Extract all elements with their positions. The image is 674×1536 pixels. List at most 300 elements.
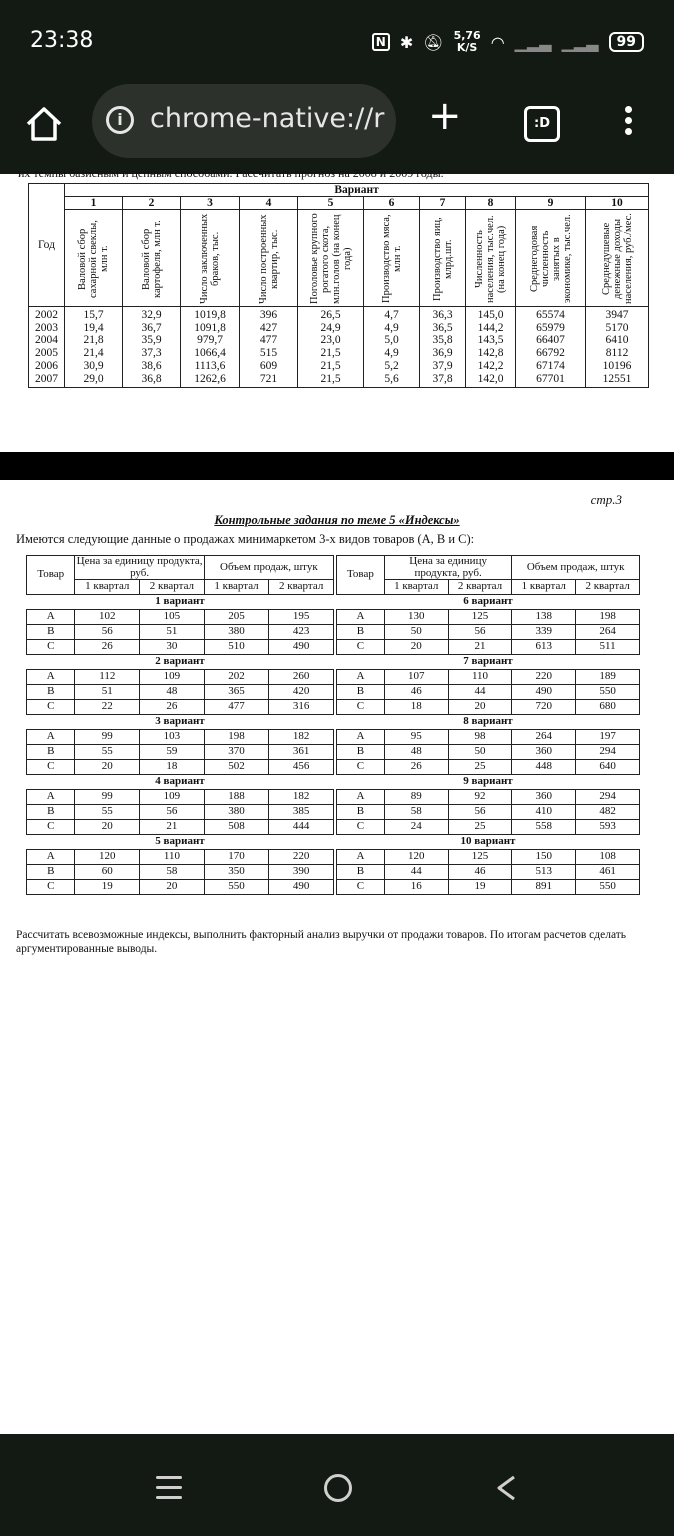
cell-value: 36,8: [141, 372, 162, 385]
table-cell: 490: [269, 640, 334, 655]
table-cell: B: [337, 745, 385, 760]
cell-value: 37,8: [432, 372, 453, 385]
column-header: Число построенных квартир, тыс.: [257, 214, 280, 304]
status-bar: [0, 0, 674, 84]
table-cell: 48: [140, 685, 205, 700]
cell-value: 8112: [605, 347, 629, 360]
column-header-cell: [298, 210, 364, 307]
data-column: [466, 307, 516, 388]
bluetooth-icon: ✱: [399, 32, 414, 52]
column-header: Среднегодовая численность занятых в экономике, тыс.чел.: [528, 214, 573, 304]
table-cell: 720: [512, 700, 576, 715]
table-cell: 20: [448, 700, 512, 715]
table-cell: 103: [140, 730, 205, 745]
table-cell: 370: [204, 745, 269, 760]
variant-number: 1: [65, 197, 123, 210]
cell-value: 32,9: [141, 309, 162, 321]
table-cell: 502: [204, 760, 269, 775]
overflow-menu-button[interactable]: [622, 102, 634, 139]
table-cell: 189: [576, 670, 640, 685]
info-icon[interactable]: i: [106, 106, 134, 134]
table-cell: 107: [384, 670, 448, 685]
table-cell: B: [337, 625, 385, 640]
table-cell: 56: [448, 805, 512, 820]
table-row: [337, 640, 640, 655]
column-header: Валовой сбор сахарной свеклы, млн т.: [77, 220, 110, 298]
cell-value: 396: [259, 309, 278, 321]
variant-label: 6 вариант: [337, 595, 640, 610]
table-cell: 477: [204, 700, 269, 715]
cell-value: 19,4: [83, 321, 104, 334]
column-header: Производство мяса, млн т.: [380, 214, 403, 304]
cell-value: 21,8: [83, 334, 104, 347]
volume-header: Объем продаж, штук: [204, 556, 333, 580]
page-gap: [0, 452, 674, 480]
new-tab-button[interactable]: +: [428, 93, 462, 139]
quarter-header: 2 квартал: [576, 580, 640, 595]
table-cell: 198: [576, 610, 640, 625]
data-column: [123, 307, 181, 388]
cell-value: 1262,6: [194, 372, 226, 385]
battery-indicator: 99: [609, 32, 644, 52]
column-header-cell: [466, 210, 516, 307]
year-value: 2007: [35, 372, 58, 385]
table-cell: 260: [269, 670, 334, 685]
variant-number: 8: [466, 197, 516, 210]
cell-value: 4,9: [384, 347, 399, 360]
table-row: [27, 610, 334, 625]
quarter-header: 1 квартал: [384, 580, 448, 595]
cell-value: 1113,6: [194, 359, 226, 372]
data-column: [298, 307, 364, 388]
column-header-cell: [586, 210, 649, 307]
column-header: Среднедушевые денежные доходы населения, руб./мес.: [600, 213, 634, 305]
table-cell: 558: [512, 820, 576, 835]
cell-value: 1019,8: [194, 309, 226, 321]
cell-value: 36,3: [432, 309, 453, 321]
table-cell: C: [27, 700, 75, 715]
variant-label: 10 вариант: [337, 835, 640, 850]
cell-value: 65574: [536, 309, 565, 321]
table-cell: 59: [140, 745, 205, 760]
column-header: Валовой сбор картофеля, млн т.: [140, 220, 163, 298]
column-header-cell: [516, 210, 586, 307]
cell-value: 477: [259, 334, 278, 347]
variant-label: 4 вариант: [27, 775, 334, 790]
variant-number: 2: [123, 197, 181, 210]
table-cell: A: [27, 790, 75, 805]
year-value: 2002: [35, 309, 58, 321]
table-cell: 264: [512, 730, 576, 745]
home-nav-button[interactable]: [324, 1474, 352, 1502]
cell-value: 15,7: [83, 309, 104, 321]
table-cell: A: [27, 850, 75, 865]
data-column: [240, 307, 298, 388]
sales-table-right: [336, 555, 640, 895]
table-cell: C: [337, 640, 385, 655]
section-title: Контрольные задания по теме 5 «Индексы»: [214, 513, 460, 527]
recent-apps-button[interactable]: [156, 1476, 182, 1506]
table-cell: 360: [512, 745, 576, 760]
quarter-header: 1 квартал: [75, 580, 140, 595]
price-header: Цена за единицу продукта, руб.: [384, 556, 512, 580]
table-cell: 380: [204, 625, 269, 640]
table-cell: 490: [512, 685, 576, 700]
table-cell: 510: [204, 640, 269, 655]
column-header: Производство яиц, млрд.шт.: [431, 217, 454, 301]
cell-value: 609: [259, 359, 278, 372]
variant-number: 5: [298, 197, 364, 210]
cell-value: 142,8: [477, 347, 504, 360]
cell-value: 145,0: [477, 309, 504, 321]
table-cell: B: [337, 865, 385, 880]
table-cell: 120: [384, 850, 448, 865]
intro-text: Имеются следующие данные о продажах минимаркетом 3-х видов товаров (А, В и С):: [16, 532, 475, 546]
cell-value: 38,6: [141, 359, 162, 372]
variant-number: 3: [181, 197, 240, 210]
table-cell: 182: [269, 790, 334, 805]
home-icon: [22, 102, 66, 146]
table-cell: 24: [384, 820, 448, 835]
cell-value: 37,3: [141, 347, 162, 360]
table-cell: 640: [576, 760, 640, 775]
system-nav-bar: [0, 1434, 674, 1536]
table-cell: C: [337, 820, 385, 835]
browser-toolbar: [0, 84, 674, 174]
table-cell: 593: [576, 820, 640, 835]
column-header-cell: [123, 210, 181, 307]
variant-label: 8 вариант: [337, 715, 640, 730]
task-conclusion: Рассчитать всевозможные индексы, выполнить факторный анализ выручки от продажи товаров. По итогам расчетов сделать аргументированные выводы.: [16, 929, 627, 955]
table-cell: 92: [448, 790, 512, 805]
cell-value: 979,7: [197, 334, 223, 347]
table-row: [27, 745, 334, 760]
table-cell: 197: [576, 730, 640, 745]
back-button[interactable]: [494, 1474, 518, 1506]
table-cell: A: [27, 730, 75, 745]
variant-label: 1 вариант: [27, 595, 334, 610]
cell-value: 21,5: [320, 372, 341, 385]
table-row: [337, 760, 640, 775]
table-cell: 60: [75, 865, 140, 880]
table-cell: 613: [512, 640, 576, 655]
cell-value: 37,9: [432, 359, 453, 372]
cut-off-text: их темпы базисным и цепным способами. Рассчитать прогноз на 2008 и 2009 годы.: [18, 166, 444, 180]
status-icons: [372, 30, 644, 54]
table-cell: 182: [269, 730, 334, 745]
table-cell: 19: [448, 880, 512, 895]
table-cell: 25: [448, 760, 512, 775]
mute-icon: 🔕︎: [423, 32, 444, 52]
table-cell: C: [337, 760, 385, 775]
table-cell: 125: [448, 850, 512, 865]
table-cell: 150: [512, 850, 576, 865]
signal-icon-2: ▁▂▃: [561, 32, 599, 52]
cell-value: 66792: [536, 347, 565, 360]
table-cell: 423: [269, 625, 334, 640]
table-cell: 365: [204, 685, 269, 700]
table-row: [27, 670, 334, 685]
cell-value: 1091,8: [194, 321, 226, 334]
cell-value: 29,0: [83, 372, 104, 385]
table-cell: C: [27, 820, 75, 835]
variant-label: 7 вариант: [337, 655, 640, 670]
cell-value: 21,4: [83, 347, 104, 360]
table-cell: 482: [576, 805, 640, 820]
table-cell: 205: [204, 610, 269, 625]
table-cell: C: [27, 640, 75, 655]
table-cell: 56: [140, 805, 205, 820]
tab-switcher-button[interactable]: :D: [524, 106, 560, 142]
cell-value: 5,6: [384, 372, 399, 385]
table-row: [27, 625, 334, 640]
volume-header: Объем продаж, штук: [512, 556, 640, 580]
table-cell: 550: [576, 880, 640, 895]
table-row: [27, 805, 334, 820]
table-cell: 58: [384, 805, 448, 820]
table-cell: 46: [448, 865, 512, 880]
table-cell: 109: [140, 670, 205, 685]
table-cell: C: [337, 700, 385, 715]
table-cell: 58: [140, 865, 205, 880]
url-text[interactable]: chrome-native://r: [150, 103, 385, 134]
cell-value: 144,2: [477, 321, 504, 334]
table-cell: A: [337, 850, 385, 865]
table-cell: 20: [140, 880, 205, 895]
cell-value: 427: [259, 321, 278, 334]
table-row: [337, 700, 640, 715]
cell-value: 36,5: [432, 321, 453, 334]
variant-number: 9: [516, 197, 586, 210]
table-cell: B: [27, 805, 75, 820]
table-cell: 420: [269, 685, 334, 700]
table-row: [337, 820, 640, 835]
quarter-header: 2 квартал: [140, 580, 205, 595]
table-row: [337, 745, 640, 760]
table-cell: 112: [75, 670, 140, 685]
table-cell: 21: [448, 640, 512, 655]
table-cell: 294: [576, 790, 640, 805]
table-cell: 99: [75, 730, 140, 745]
table-cell: 294: [576, 745, 640, 760]
table-cell: 360: [512, 790, 576, 805]
data-column: [364, 307, 420, 388]
table-cell: 55: [75, 745, 140, 760]
cell-value: 515: [259, 347, 278, 360]
cell-value: 721: [259, 372, 278, 385]
document-page-1: [0, 166, 674, 452]
table-cell: 25: [448, 820, 512, 835]
data-column: [65, 307, 123, 388]
table-cell: 110: [140, 850, 205, 865]
cell-value: 142,2: [477, 359, 504, 372]
table-cell: 350: [204, 865, 269, 880]
cell-value: 143,5: [477, 334, 504, 347]
quarter-header: 1 квартал: [512, 580, 576, 595]
table-cell: B: [27, 865, 75, 880]
column-header-cell: [420, 210, 466, 307]
quarter-header: 2 квартал: [269, 580, 334, 595]
table-cell: 50: [384, 625, 448, 640]
cell-value: 67701: [536, 372, 565, 385]
table-row: [337, 805, 640, 820]
table-row: [337, 865, 640, 880]
cell-value: 142,0: [477, 372, 504, 385]
table-row: [27, 730, 334, 745]
table-cell: 138: [512, 610, 576, 625]
data-column: [586, 307, 649, 388]
table-cell: 456: [269, 760, 334, 775]
table-cell: 26: [75, 640, 140, 655]
table-row: [337, 790, 640, 805]
table-row: [337, 730, 640, 745]
table-cell: 550: [576, 685, 640, 700]
table-cell: 105: [140, 610, 205, 625]
column-header-cell: [364, 210, 420, 307]
table-cell: 361: [269, 745, 334, 760]
table-cell: 50: [448, 745, 512, 760]
back-icon: [494, 1474, 518, 1502]
table-cell: 20: [384, 640, 448, 655]
column-header-cell: [65, 210, 123, 307]
table-cell: 380: [204, 805, 269, 820]
column-header: Число заключенных браков, тыс.: [199, 213, 221, 305]
table-row: [27, 865, 334, 880]
table-cell: A: [337, 730, 385, 745]
table-cell: 508: [204, 820, 269, 835]
table-cell: 99: [75, 790, 140, 805]
variant-label: 2 вариант: [27, 655, 334, 670]
table-cell: 26: [140, 700, 205, 715]
table-cell: 56: [448, 625, 512, 640]
table-row: [27, 820, 334, 835]
variant-number: 7: [420, 197, 466, 210]
table-row: [27, 790, 334, 805]
table-cell: A: [27, 610, 75, 625]
cell-value: 35,9: [141, 334, 162, 347]
table-cell: 680: [576, 700, 640, 715]
table-cell: 20: [75, 760, 140, 775]
cell-value: 36,9: [432, 347, 453, 360]
variant-number: 6: [364, 197, 420, 210]
table-cell: 51: [75, 685, 140, 700]
year-value: 2005: [35, 347, 58, 360]
table-cell: 188: [204, 790, 269, 805]
cell-value: 3947: [605, 309, 629, 321]
table-cell: 46: [384, 685, 448, 700]
table-cell: 195: [269, 610, 334, 625]
cell-value: 12551: [602, 372, 632, 385]
variant-label: 5 вариант: [27, 835, 334, 850]
table-cell: B: [337, 685, 385, 700]
table-cell: B: [337, 805, 385, 820]
sales-table-left: [26, 555, 334, 895]
table-row: [27, 880, 334, 895]
cell-value: 1066,4: [194, 347, 226, 360]
table-cell: 95: [384, 730, 448, 745]
year-column: [29, 307, 65, 388]
wifi-icon: ◠: [490, 32, 505, 52]
table-row: [337, 685, 640, 700]
table-row: [337, 625, 640, 640]
year-value: 2003: [35, 321, 58, 334]
cell-value: 66407: [536, 334, 565, 347]
table-cell: 448: [512, 760, 576, 775]
address-bar[interactable]: [92, 84, 396, 158]
table-cell: 120: [75, 850, 140, 865]
table-row: [337, 670, 640, 685]
table-cell: 20: [75, 820, 140, 835]
table-cell: 444: [269, 820, 334, 835]
cell-value: 23,0: [320, 334, 341, 347]
cell-value: 21,5: [320, 359, 341, 372]
table-row: [27, 685, 334, 700]
table-cell: 513: [512, 865, 576, 880]
table-cell: 550: [204, 880, 269, 895]
cell-value: 24,9: [320, 321, 341, 334]
product-header: Товар: [337, 556, 385, 595]
table-cell: 220: [269, 850, 334, 865]
table-row: [27, 700, 334, 715]
table-cell: 21: [140, 820, 205, 835]
cell-value: 30,9: [83, 359, 104, 372]
cell-value: 5,2: [384, 359, 399, 372]
column-header: Численность населения, тыс.чел. (на конец года): [474, 215, 507, 303]
column-header-cell: [181, 210, 240, 307]
table-cell: 89: [384, 790, 448, 805]
table-row: [337, 850, 640, 865]
variant-number: 10: [586, 197, 649, 210]
home-button[interactable]: [22, 102, 66, 146]
table-cell: 98: [448, 730, 512, 745]
network-speed: 5,76 K/S: [453, 29, 481, 54]
table-cell: 51: [140, 625, 205, 640]
table-cell: 19: [75, 880, 140, 895]
table-cell: 410: [512, 805, 576, 820]
clock: 23:38: [30, 28, 94, 53]
table-row: [337, 610, 640, 625]
product-header: Товар: [27, 556, 75, 595]
table-cell: 108: [576, 850, 640, 865]
table-cell: 264: [576, 625, 640, 640]
table-cell: A: [337, 790, 385, 805]
table-cell: C: [27, 880, 75, 895]
table-row: [27, 850, 334, 865]
table-cell: 490: [269, 880, 334, 895]
signal-icon: ▁▂▃: [514, 32, 552, 52]
cell-value: 67174: [536, 359, 565, 372]
cell-value: 36,7: [141, 321, 162, 334]
table-cell: 102: [75, 610, 140, 625]
variant-header: Вариант: [65, 184, 649, 197]
year-value: 2004: [35, 334, 58, 347]
table-cell: 30: [140, 640, 205, 655]
table-cell: 461: [576, 865, 640, 880]
variant-label: 9 вариант: [337, 775, 640, 790]
cell-value: 65979: [536, 321, 565, 334]
cell-value: 4,9: [384, 321, 399, 334]
cell-value: 26,5: [320, 309, 341, 321]
table-cell: A: [27, 670, 75, 685]
table-cell: 16: [384, 880, 448, 895]
table-cell: 125: [448, 610, 512, 625]
table-cell: 55: [75, 805, 140, 820]
table-cell: A: [337, 610, 385, 625]
table-cell: 48: [384, 745, 448, 760]
cell-value: 4,7: [384, 309, 399, 321]
table-row: [337, 880, 640, 895]
table-cell: 198: [204, 730, 269, 745]
